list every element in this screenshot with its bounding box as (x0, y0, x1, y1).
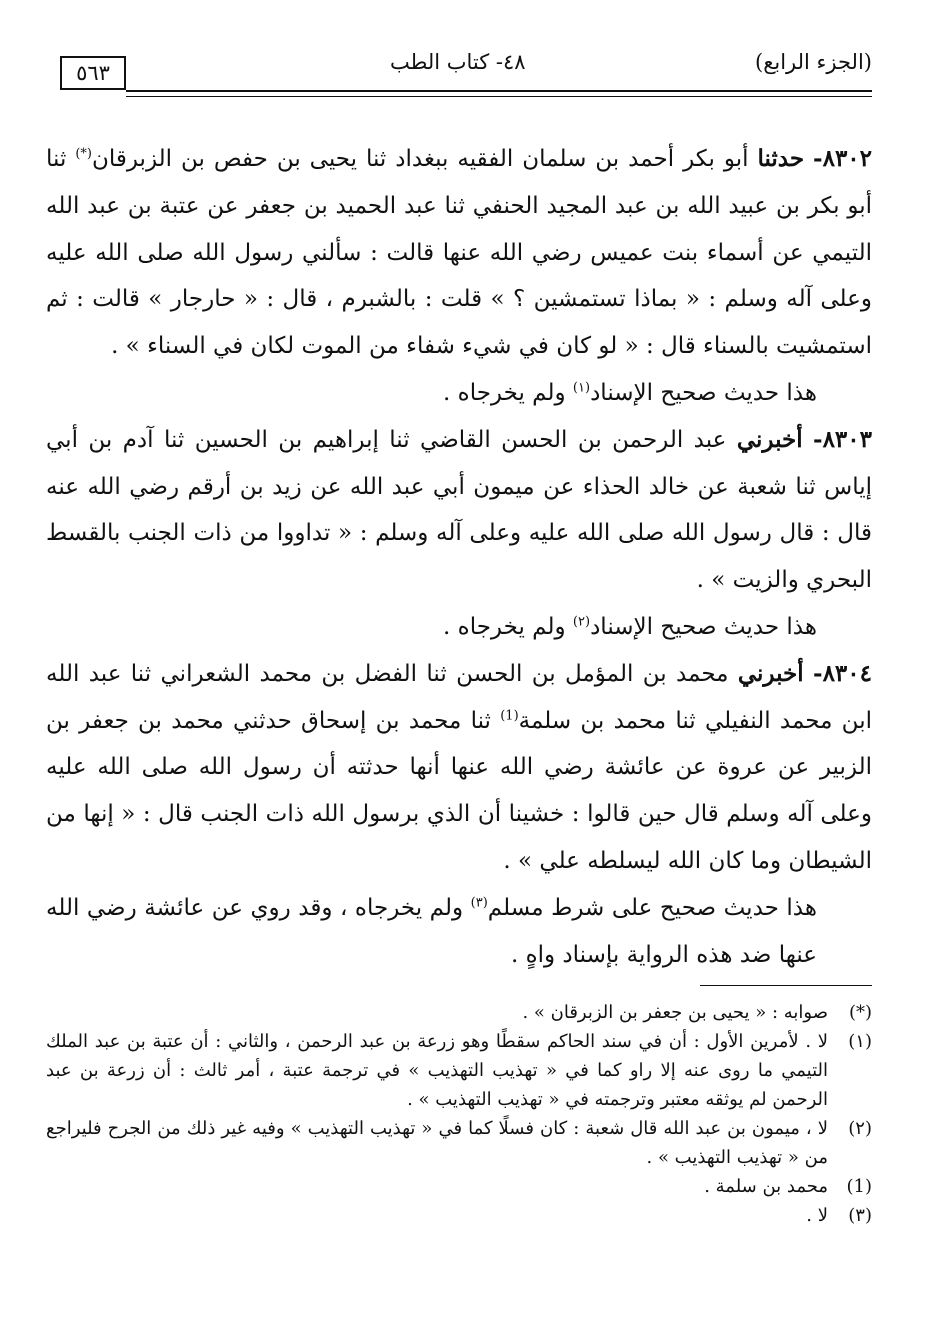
header-rule-thin (126, 96, 872, 97)
footnote-mark: (1) (846, 1176, 872, 1197)
verdict-text: هذا حديث صحيح الإسناد (590, 613, 817, 640)
hadith-text: محمد بن المؤمل بن الحسن ثنا الفضل بن محمد الشعراني ثنا عبد الله ابن محمد النفيلي ثنا محمد بن سلمة (46, 660, 872, 734)
footnote-text: لا ، ميمون بن عبد الله قال شعبة : كان فسلًا كما في « تهذيب التهذيب » وفيه غير ذلك من الجرح فليراجع من « تهذيب التهذيب » . (46, 1118, 828, 1168)
verdict (46, 370, 872, 417)
verdict-end: ولم يخرجاه . (443, 613, 566, 640)
verdict-text: هذا حديث صحيح على شرط مسلم (487, 894, 818, 921)
footnote-separator (700, 985, 872, 986)
hadith-number: ٨٣٠٤- (813, 659, 872, 687)
hadith-text: عبد الرحمن بن الحسن القاضي ثنا إبراهيم بن الحسين ثنا آدم بن أبي إياس ثنا شعبة عن خالد الحذاء عن ميمون أبي عبد الله عن زيد بن أرقم رضي الله عنه قال : قال رسول الله صلى الله عليه وعلى آله وسلم : « تداووا من ذات الجنب بالقسط البحري والزيت » . (46, 426, 872, 594)
verdict-text: هذا حديث صحيح الإسناد (590, 379, 817, 406)
note-ref: (*) (75, 146, 92, 162)
footnote-mark: (١) (848, 1031, 872, 1052)
verdict-end: ولم يخرجاه ، وقد روي عن عائشة رضي الله عنها ضد هذه الرواية بإسناد واهٍ . (46, 894, 817, 968)
hadith-8303 (46, 417, 872, 604)
footnote (46, 1027, 872, 1114)
page-header (60, 40, 872, 98)
hadith-lead: حدثنا (757, 145, 805, 172)
page-number: ٥٦٣ (60, 56, 126, 90)
main-text (46, 136, 872, 978)
footnote-text: لا . لأمرين الأول : أن في سند الحاكم سقطًا وهو زرعة بن عبد الرحمن ، والثاني : أن عتبة بن عبد الملك التيمي ما روى عنه إلا راو كما في « تهذيب التهذيب » في ترجمة عتبة ، أمر ثالث : أن زرعة بن عبد الرحمن لم يوثقه معتبر وترجمته في « تهذيب التهذيب » . (46, 1031, 828, 1110)
footnote-text: محمد بن سلمة . (704, 1176, 828, 1197)
footnote-text: صوابه : « يحيى بن جعفر بن الزبرقان » . (522, 1002, 828, 1023)
footnote-mark: (٣) (848, 1205, 872, 1226)
hadith-text: ثنا محمد بن إسحاق حدثني محمد بن جعفر بن الزبير عن عروة عن عائشة رضي الله عنها أنها حدثته أن رسول الله صلى الله عليه وعلى آله وسلم قال حين قالوا : خشينا أن الذي برسول الله ذات الجنب قال : « إنها من الشيطان وما كان الله ليسلطه علي » . (46, 707, 872, 874)
footnote-mark: (*) (848, 1002, 872, 1023)
verdict-end: ولم يخرجاه . (443, 379, 566, 406)
note-ref: (٢) (572, 614, 591, 630)
part-title: (الجزء الرابع) (755, 50, 872, 74)
note-ref: (١) (572, 380, 591, 396)
hadith-number: ٨٣٠٣- (813, 425, 872, 453)
footnote (46, 1172, 872, 1201)
header-rule (126, 90, 872, 92)
hadith-lead: أخبرني (736, 425, 803, 453)
footnote (46, 998, 872, 1027)
footnote-mark: (٢) (848, 1118, 872, 1139)
hadith-8302 (46, 136, 872, 370)
footnote-text: لا . (806, 1205, 828, 1226)
footnote (46, 1201, 872, 1230)
verdict (46, 604, 872, 651)
footnote (46, 1114, 872, 1172)
hadith-text: أبو بكر أحمد بن سلمان الفقيه ببغداد ثنا يحيى بن حفص بن الزبرقان (91, 146, 749, 172)
hadith-text: ثنا أبو بكر بن عبيد الله بن عبد المجيد الحنفي ثنا عبد الحميد بن جعفر عن عتبة بن عبد الله التيمي عن أسماء بنت عميس رضي الله عنها قالت : سألني رسول الله صلى الله عليه وعلى آله وسلم : « بماذا تستمشين ؟ » قلت : بالشبرم ، قال : « حارجار » قالت : ثم استمشيت بالسناء قال : « لو كان في شيء شفاء من الموت لكان في السناء » . (46, 146, 872, 360)
footnotes (46, 998, 872, 1230)
note-ref: (1) (500, 707, 519, 723)
chapter-title: ٤٨- كتاب الطب (390, 50, 526, 74)
note-ref: (٣) (470, 895, 488, 911)
verdict (46, 885, 872, 979)
hadith-lead: أخبرني (737, 659, 804, 687)
hadith-8304 (46, 651, 872, 885)
hadith-number: ٨٣٠٢- (813, 145, 873, 172)
